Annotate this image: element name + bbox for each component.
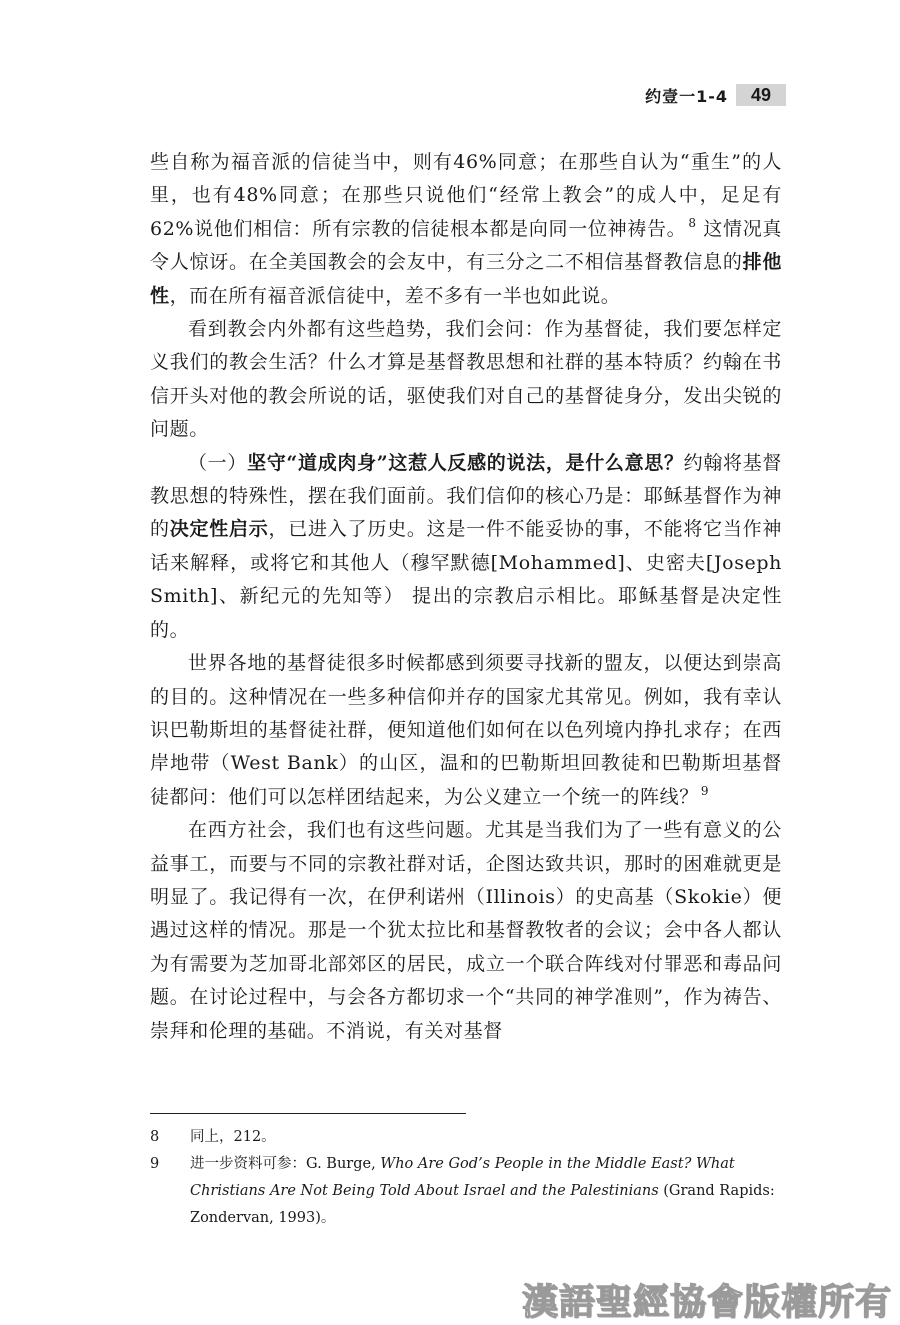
emphasis: 排他性 (150, 251, 782, 307)
footnote-ref: 9 (700, 784, 710, 799)
page-number: 49 (736, 84, 786, 106)
book-title: Who Are God’s People in the Middle East? What Christians Are Not Being Told About Israel and the Palestinians (190, 1156, 735, 1199)
footnote (150, 1124, 786, 1151)
footnote (150, 1151, 786, 1232)
paragraph: （一）坚守“道成肉身”这惹人反感的说法，是什么意思？约翰将基督教思想的特殊性，摆在我们面前。我们信仰的核心乃是：耶稣基督作为神的决定性启示，已进入了历史。这是一件不能妥协的事，不能将它当作神话来解释，或将它和其他人（穆罕默德[Mohammed]、史密夫[Joseph Smith]、新纪元的先知等） 提出的宗教启示相比。耶稣基督是决定性的。 (150, 451, 782, 641)
footnote-ref: 8 (688, 216, 697, 231)
copyright-watermark (522, 1276, 892, 1322)
footnote-text: 进一步资料可参：G. Burge, Who Are God’s People in the Middle East? What Christians Are Not Being Told About Israel and the Palestinians (Grand Rapids: Zondervan, 1993)。 (190, 1156, 775, 1226)
footnote-text: 同上，212。 (190, 1129, 276, 1145)
paragraph: 看到教会内外都有这些趋势，我们会问：作为基督徒，我们要怎样定义我们的教会生活？什么才算是基督教思想和社群的基本特质？约翰在书信开头对他的教会所说的话，驱使我们对自己的基督徒身分，发出尖锐的问题。 (150, 318, 782, 441)
body-text (150, 146, 782, 1048)
paragraph: 在西方社会，我们也有这些问题。尤其是当我们为了一些有意义的公益事工，而要与不同的宗教社群对话，企图达致共识，那时的困难就更是明显了。我记得有一次，在伊利诺州（Illinois）的史高基（Skokie）便遇过这样的情况。那是一个犹太拉比和基督教牧者的会议；会中各人都认为有需要为芝加哥北部郊区的居民，成立一个联合阵线对付罪恶和毒品问题。在讨论过程中，与会各方都切求一个“共同的神学准则”，作为祷告、崇拜和伦理的基础。不消说，有关对基督 (150, 819, 782, 1042)
watermark-text: 漢語聖經協會版權所有 (521, 1281, 892, 1323)
header-title: 约壹一1-4 (645, 86, 728, 106)
footnote-number: 8 (150, 1129, 160, 1145)
paragraph: 世界各地的基督徒很多时候都感到须要寻找新的盟友，以便达到崇高的目的。这种情况在一些多种信仰并存的国家尤其常见。例如，我有幸认识巴勒斯坦的基督徒社群，便知道他们如何在以色列境内挣扎求存；在西岸地带（West Bank）的山区，温和的巴勒斯坦回教徒和巴勒斯坦基督徒都问：他们可以怎样团结起来，为公义建立一个统一的阵线？ $^9$ (150, 652, 782, 808)
section-heading: 坚守“道成肉身”这惹人反感的说法，是什么意思？ (247, 451, 684, 474)
running-header (645, 84, 786, 106)
footnotes (150, 1124, 786, 1232)
paragraph: 些自称为福音派的信徒当中，则有46%同意；在那些自认为“重生”的人里，也有48%同意；在那些只说他们“经常上教会”的成人中，足足有62%说他们相信：所有宗教的信徒根本都是向同一位神祷告。 $^8$ 这情况真令人惊讶。在全美国教会的会友中，有三分之二不相信基督教信息的排他性，而在所有福音派信徒中，差不多有一半也如此说。 (150, 151, 782, 307)
emphasis: 决定性启示 (169, 518, 269, 541)
footnote-number: 9 (150, 1156, 160, 1172)
footnote-divider (150, 1113, 466, 1114)
